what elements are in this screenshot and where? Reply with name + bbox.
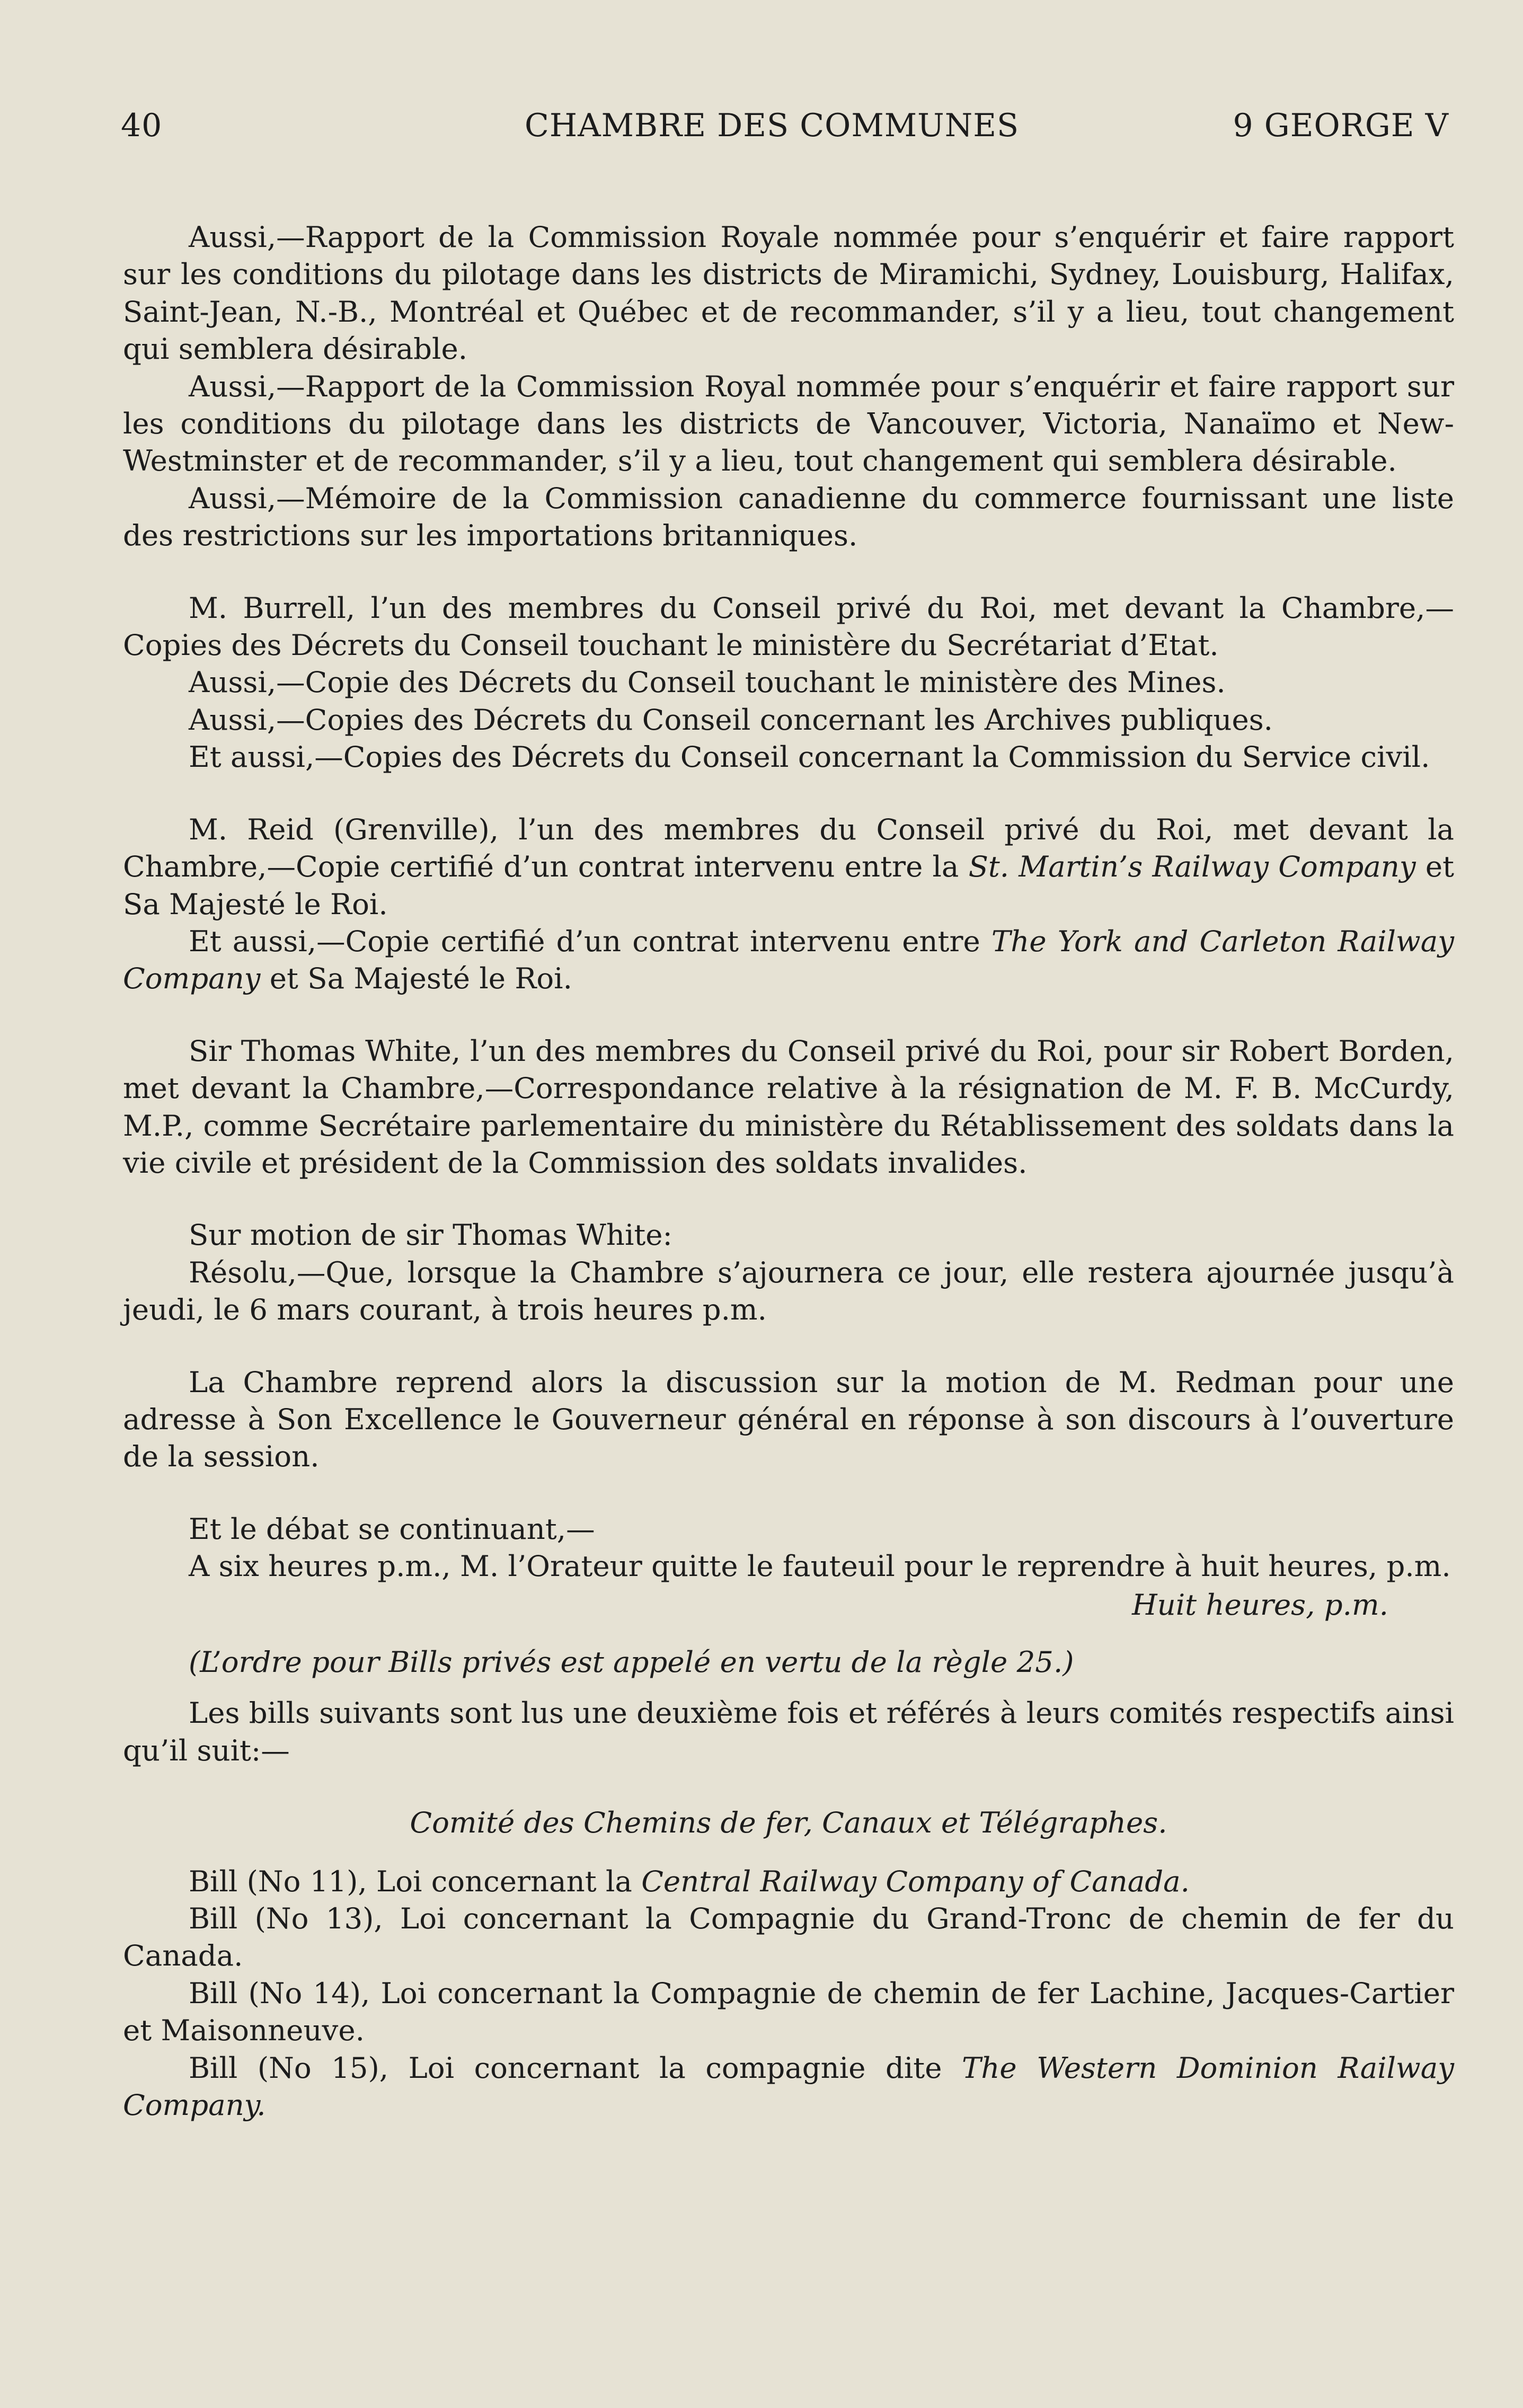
page-header <box>121 107 1449 149</box>
section-gap <box>123 1769 1454 1804</box>
paragraph-civil-service: Et aussi,—Copies des Décrets du Conseil concernant la Commission du Service civil. <box>189 740 1430 774</box>
paragraph-debate-continued: Et le débat se continuant,— <box>189 1511 595 1546</box>
section-gap <box>123 997 1454 1032</box>
bill-13: Bill (No 13), Loi concernant la Compagnie du Grand-Tronc de chemin de fer du Canada. <box>123 1901 1454 1973</box>
section-gap <box>123 1329 1454 1364</box>
paragraph-trade-memo: Aussi,—Mémoire de la Commission canadienne du commerce fournissant une liste des restrictions sur les importations britanniques. <box>123 481 1454 553</box>
bill-15: Bill (No 15), Loi concernant la compagnie dite The Western Dominion Railway Company. <box>123 2050 1454 2122</box>
paragraph-adjournment: A six heures p.m., M. l’Orateur quitte le fauteuil pour le reprendre à huit heures, p.m. <box>189 1549 1451 1583</box>
page-number: 40 <box>121 107 163 144</box>
section-gap <box>123 1475 1454 1510</box>
paragraph-pilotage-east: Aussi,—Rapport de la Commission Royale nommée pour s’enquérir et faire rapport sur les conditions du pilotage dans les districts de Miramichi, Sydney, Louisburg, Halifax, Saint-Jean, N.-B., Montréal et Québec et de recommander, s’il y a lieu, tout changement qui semblera désirable. <box>123 220 1454 366</box>
paragraph-pilotage-west: Aussi,—Rapport de la Commission Royal nommée pour s’enquérir et faire rapport sur les conditions du pilotage dans les districts de Vancouver, Victoria, Nanaïmo et New-Westminster et de recommander, s’il y a lieu, tout changement qui semblera désirable. <box>123 369 1454 478</box>
section-gap <box>123 554 1454 589</box>
paragraph-burrell: M. Burrell, l’un des membres du Conseil privé du Roi, met devant la Chambre,—Copies des Décrets du Conseil touchant le ministère du Secrétariat d’Etat. <box>123 590 1454 662</box>
paragraph-debate: La Chambre reprend alors la discussion sur la motion de M. Redman pour une adresse à Son Excellence le Gouverneur général en réponse à son discours à l’ouverture de la session. <box>123 1365 1454 1474</box>
section-gap <box>123 776 1454 811</box>
journal-title: CHAMBRE DES COMMUNES <box>525 107 1020 144</box>
paragraph-bills-intro: Les bills suivants sont lus une deuxième fois et référés à leurs comités respectifs ainsi qu’il suit:— <box>123 1696 1454 1767</box>
paragraph-mines: Aussi,—Copie des Décrets du Conseil touchant le ministère des Mines. <box>189 665 1226 700</box>
committee-heading: Comité des Chemins de fer, Canaux et Télégraphes. <box>410 1805 1167 1840</box>
bill-14: Bill (No 14), Loi concernant la Compagnie de chemin de fer Lachine, Jacques-Cartier et Maisonneuve. <box>123 1976 1454 2048</box>
paragraph-reid: M. Reid (Grenville), l’un des membres du Conseil privé du Roi, met devant la Chambre,—Copie certifié d’un contrat intervenu entre la St. Martin’s Railway Company et Sa Majesté le Roi. <box>123 812 1454 921</box>
paragraph-archives: Aussi,—Copies des Décrets du Conseil concernant les Archives publiques. <box>189 702 1273 737</box>
page-body <box>123 218 1454 2123</box>
paragraph-resolution: Résolu,—Que, lorsque la Chambre s’ajournera ce jour, elle restera ajournée jusqu’à jeudi, le 6 mars courant, à trois heures p.m. <box>123 1255 1454 1327</box>
bill-11: Bill (No 11), Loi concernant la Central Railway Company of Canada. <box>189 1864 1190 1898</box>
paragraph-motion: Sur motion de sir Thomas White: <box>189 1218 672 1252</box>
paragraph-york-carleton: Et aussi,—Copie certifié d’un contrat intervenu entre The York and Carleton Railway Company et Sa Majesté le Roi. <box>123 924 1454 996</box>
paragraph-white-borden: Sir Thomas White, l’un des membres du Conseil privé du Roi, pour sir Robert Borden, met devant la Chambre,—Correspondance relative à la résignation de M. F. B. McCurdy, M.P., comme Secrétaire parlementaire du ministère du Rétablissement des soldats dans la vie civile et président de la Commission des soldats invalides. <box>123 1033 1454 1180</box>
time-note: Huit heures, p.m. <box>1132 1587 1388 1622</box>
order-note: (L’ordre pour Bills privés est appelé en vertu de la règle 25.) <box>189 1645 1074 1679</box>
section-gap <box>123 1181 1454 1216</box>
regnal-year: 9 GEORGE V <box>1233 107 1449 144</box>
